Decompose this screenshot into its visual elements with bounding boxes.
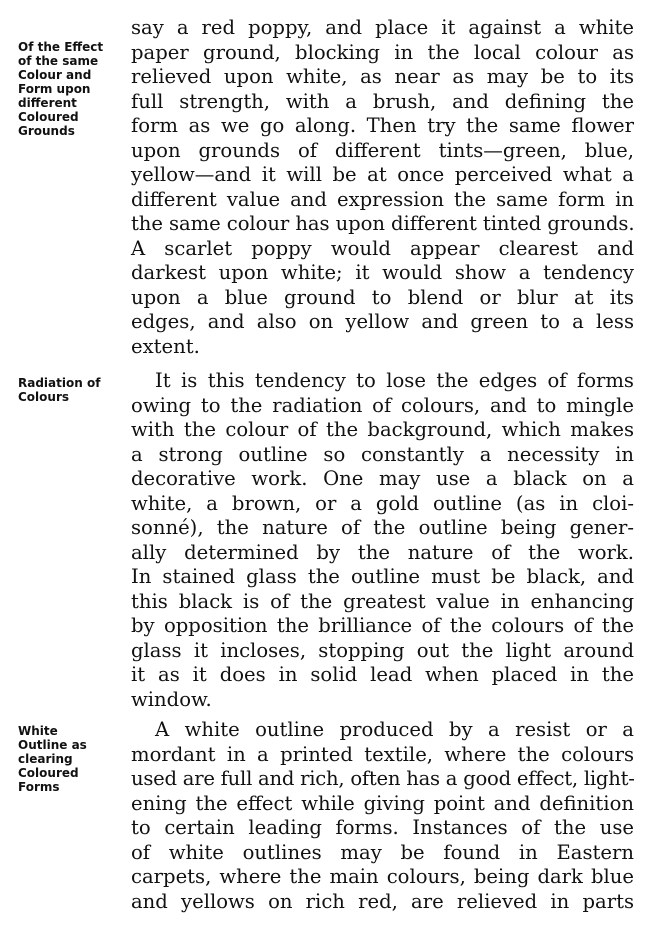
sidenote-line: clearing	[18, 752, 73, 766]
text-line: mordant in a printed textile, where the colours	[131, 742, 634, 766]
sidenote-line: Colours	[18, 390, 70, 404]
sidenote-line: White	[18, 724, 58, 738]
text-line: upon grounds of different tints—green, blue,	[131, 138, 634, 162]
text-line: A scarlet poppy would appear clearest and	[131, 236, 634, 260]
text-line: paper ground, blocking in the local colour as	[131, 40, 634, 64]
text-line: this black is of the greatest value in enhancing	[131, 589, 634, 613]
text-line: form as we go along. Then try the same flower	[131, 114, 634, 137]
text-line: glass it incloses, stopping out the light around	[131, 638, 634, 662]
text-line: darkest upon white; it would show a tendency	[131, 261, 634, 284]
text-line: to certain leading forms. Instances of the use	[131, 816, 634, 839]
text-line: say a red poppy, and place it against a white	[131, 16, 634, 39]
text-line: It is this tendency to lose the edges of forms	[155, 369, 634, 392]
sidenote-line: Forms	[18, 780, 60, 794]
sidenote-line: Colour and	[18, 68, 92, 82]
sidenote-line: Grounds	[18, 124, 75, 138]
text-line: In stained glass the outline must be black, and	[131, 565, 634, 588]
sidenote-white-outline	[18, 724, 122, 794]
text-line: edges, and also on yellow and green to a less	[131, 310, 634, 333]
text-line: extent.	[131, 334, 200, 358]
sidenote-line: Radiation of	[18, 376, 101, 390]
text-line: different value and expression the same form in	[131, 187, 634, 211]
paragraph-radiation	[131, 369, 634, 712]
text-line: ally determined by the nature of the work.	[131, 540, 634, 564]
sidenote-line: Of the Effect	[18, 40, 104, 54]
sidenote-line: Coloured	[18, 110, 79, 124]
text-line: decorative work. One may use a black on a	[131, 467, 634, 490]
text-line: carpets, where the main colours, being dark blue	[131, 865, 634, 888]
text-line: upon a blue ground to blend or blur at its	[131, 285, 634, 309]
sidenote-radiation	[18, 376, 122, 404]
text-line: a strong outline so constantly a necessity in	[131, 442, 634, 466]
text-line: A white outline produced by a resist or a	[155, 718, 634, 741]
text-line: white, a brown, or a gold outline (as in cloi-	[131, 491, 634, 515]
text-line: the same colour has upon different tinted grounds.	[131, 212, 635, 235]
text-line: by opposition the brilliance of the colours of the	[131, 614, 634, 637]
paragraph-poppy	[131, 16, 634, 359]
text-line: it as it does in solid lead when placed in the	[131, 663, 634, 686]
sidenote-line: of the same	[18, 54, 99, 68]
text-line: sonné), the nature of the outline being gener-	[131, 516, 634, 539]
text-line: used are full and rich, often has a good effect, light-	[131, 767, 635, 790]
text-line: with the colour of the background, which makes	[131, 418, 634, 441]
sidenote-effect-of-colour	[18, 40, 122, 138]
text-line: window.	[131, 687, 212, 711]
text-line: yellow—and it will be at once perceived what a	[131, 163, 634, 186]
sidenote-line: Form upon	[18, 82, 91, 96]
text-line: ening the effect while giving point and definition	[131, 791, 634, 815]
sidenote-line: Coloured	[18, 766, 79, 780]
text-line: relieved upon white, as near as may be to its	[131, 65, 634, 88]
text-line: of white outlines may be found in Eastern	[131, 840, 634, 864]
sidenote-line: Outline as	[18, 738, 87, 752]
text-line: and yellows on rich red, are relieved in parts	[131, 889, 634, 913]
text-line: owing to the radiation of colours, and to mingle	[131, 393, 634, 417]
text-line: full strength, with a brush, and defining the	[131, 89, 634, 113]
paragraph-white-outline	[131, 718, 634, 914]
sidenote-line: different	[18, 96, 77, 110]
